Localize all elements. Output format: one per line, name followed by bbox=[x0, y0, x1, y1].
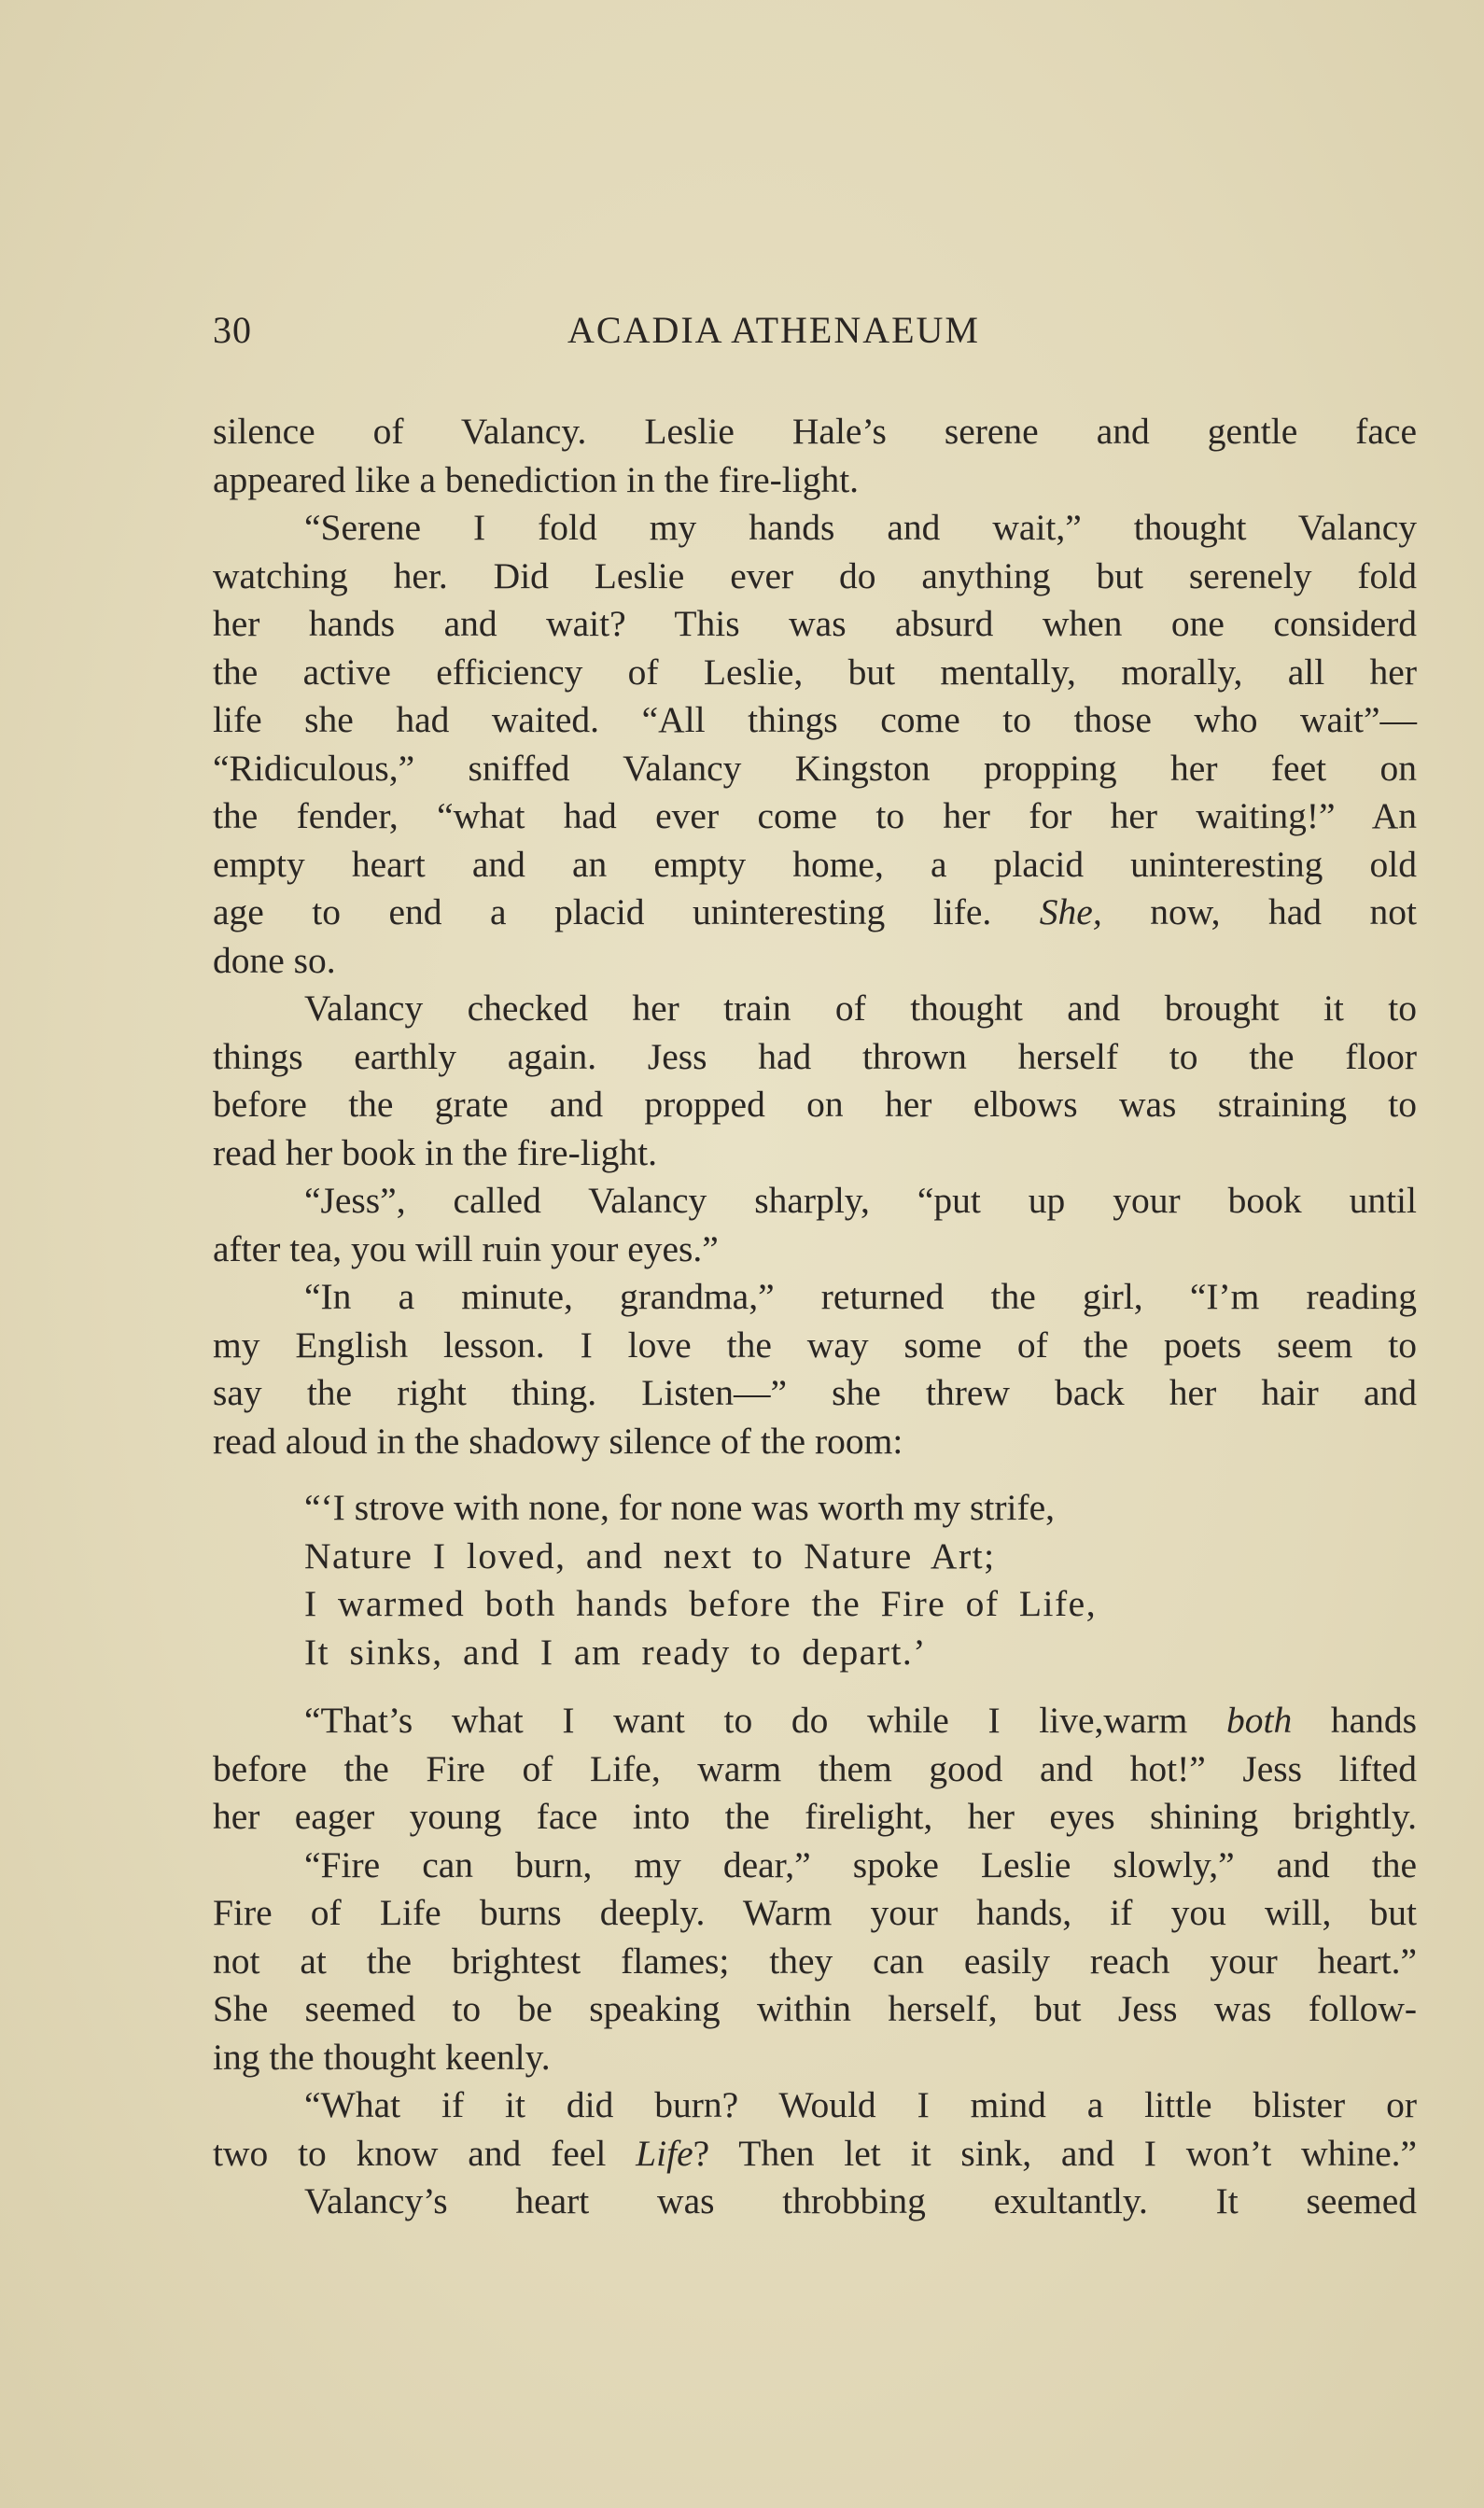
poem-line: I warmed both hands before the Fire of Life, bbox=[304, 1583, 1098, 1624]
text-line: “What if it did burn? Would I mind a little blister or bbox=[304, 2084, 1417, 2125]
text-line: Valancy’s heart was throbbing exultantly. It seemed bbox=[304, 2180, 1417, 2221]
text-line: read aloud in the shadowy silence of the room: bbox=[213, 1420, 903, 1462]
italic-word: She, bbox=[1039, 891, 1102, 932]
text-line: “Fire can burn, my dear,” spoke Leslie slowly,” and the bbox=[304, 1843, 1417, 1885]
text-line: before the Fire of Life, warm them good and hot!” Jess lifted bbox=[213, 1747, 1417, 1789]
text-line: life she had waited. “All things come to those who wait”— bbox=[213, 699, 1417, 740]
text-fragment: now, had not bbox=[1150, 891, 1418, 932]
text-fragment: two to know and feel bbox=[213, 2132, 607, 2174]
text-line: after tea, you will ruin your eyes.” bbox=[213, 1227, 719, 1269]
running-head bbox=[213, 308, 1417, 360]
text-line bbox=[213, 889, 1417, 937]
text-line: not at the brightest flames; they can easily reach your heart.” bbox=[213, 1940, 1417, 1982]
text-line: silence of Valancy. Leslie Hale’s serene and gentle face bbox=[213, 411, 1417, 452]
italic-word: both bbox=[1225, 1700, 1293, 1741]
text-line: read her book in the fire-light. bbox=[213, 1131, 658, 1173]
text-line: Fire of Life burns deeply. Warm your hands, if you will, but bbox=[213, 1892, 1417, 1933]
journal-title: ACADIA ATHENAEUM bbox=[567, 309, 980, 351]
text-line: ing the thought keenly. bbox=[213, 2036, 551, 2078]
text-line: “Ridiculous,” sniffed Valancy Kingston propping her feet on bbox=[213, 747, 1417, 789]
text-line: watching her. Did Leslie ever do anything but serenely fold bbox=[213, 554, 1417, 596]
poem-line: Nature I loved, and next to Nature Art; bbox=[304, 1534, 996, 1576]
text-line: before the grate and propped on her elbows was straining to bbox=[213, 1084, 1417, 1125]
text-fragment: age to end a placid uninteresting life. bbox=[213, 891, 992, 932]
page-number: 30 bbox=[213, 309, 252, 351]
text-line: her hands and wait? This was absurd when one considerd bbox=[213, 603, 1417, 644]
text-line: empty heart and an empty home, a placid uninteresting old bbox=[213, 843, 1417, 885]
poem-line: It sinks, and I am ready to depart.’ bbox=[304, 1631, 927, 1673]
text-line: “In a minute, grandma,” returned the girl, “I’m reading bbox=[304, 1276, 1417, 1317]
text-fragment: hands bbox=[1330, 1700, 1418, 1741]
text-line: “Serene I fold my hands and wait,” thought Valancy bbox=[304, 507, 1417, 548]
italic-word: Life bbox=[636, 2132, 693, 2174]
text-line: appeared like a benediction in the fire-light. bbox=[213, 458, 860, 500]
text-line: the active efficiency of Leslie, but mentally, morally, all her bbox=[213, 651, 1417, 693]
text-line bbox=[213, 1697, 1417, 1745]
text-line: things earthly again. Jess had thrown herself to the floor bbox=[213, 1035, 1417, 1077]
text-fragment: ? Then let it sink, and I won’t whine.” bbox=[693, 2132, 1418, 2174]
text-line: say the right thing. Listen—” she threw back her hair and bbox=[213, 1372, 1417, 1413]
text-line: done so. bbox=[213, 939, 336, 981]
text-line bbox=[213, 2130, 1417, 2179]
text-line: the fender, “what had ever come to her for her waiting!” An bbox=[213, 795, 1417, 836]
poem-quote bbox=[213, 1484, 1417, 1676]
text-line: Valancy checked her train of thought and brought it to bbox=[304, 988, 1417, 1029]
poem-line: “‘I strove with none, for none was worth my strife, bbox=[304, 1487, 1056, 1528]
text-line: She seemed to be speaking within herself, but Jess was follow- bbox=[213, 1988, 1417, 2029]
text-fragment: “That’s what I want to do while I live,warm bbox=[304, 1700, 1188, 1741]
text-line: my English lesson. I love the way some of the poets seem to bbox=[213, 1324, 1417, 1366]
body-text bbox=[213, 408, 1417, 2226]
text-line: her eager young face into the firelight, her eyes shining brightly. bbox=[213, 1796, 1417, 1837]
text-line: “Jess”, called Valancy sharply, “put up your book until bbox=[304, 1180, 1417, 1221]
